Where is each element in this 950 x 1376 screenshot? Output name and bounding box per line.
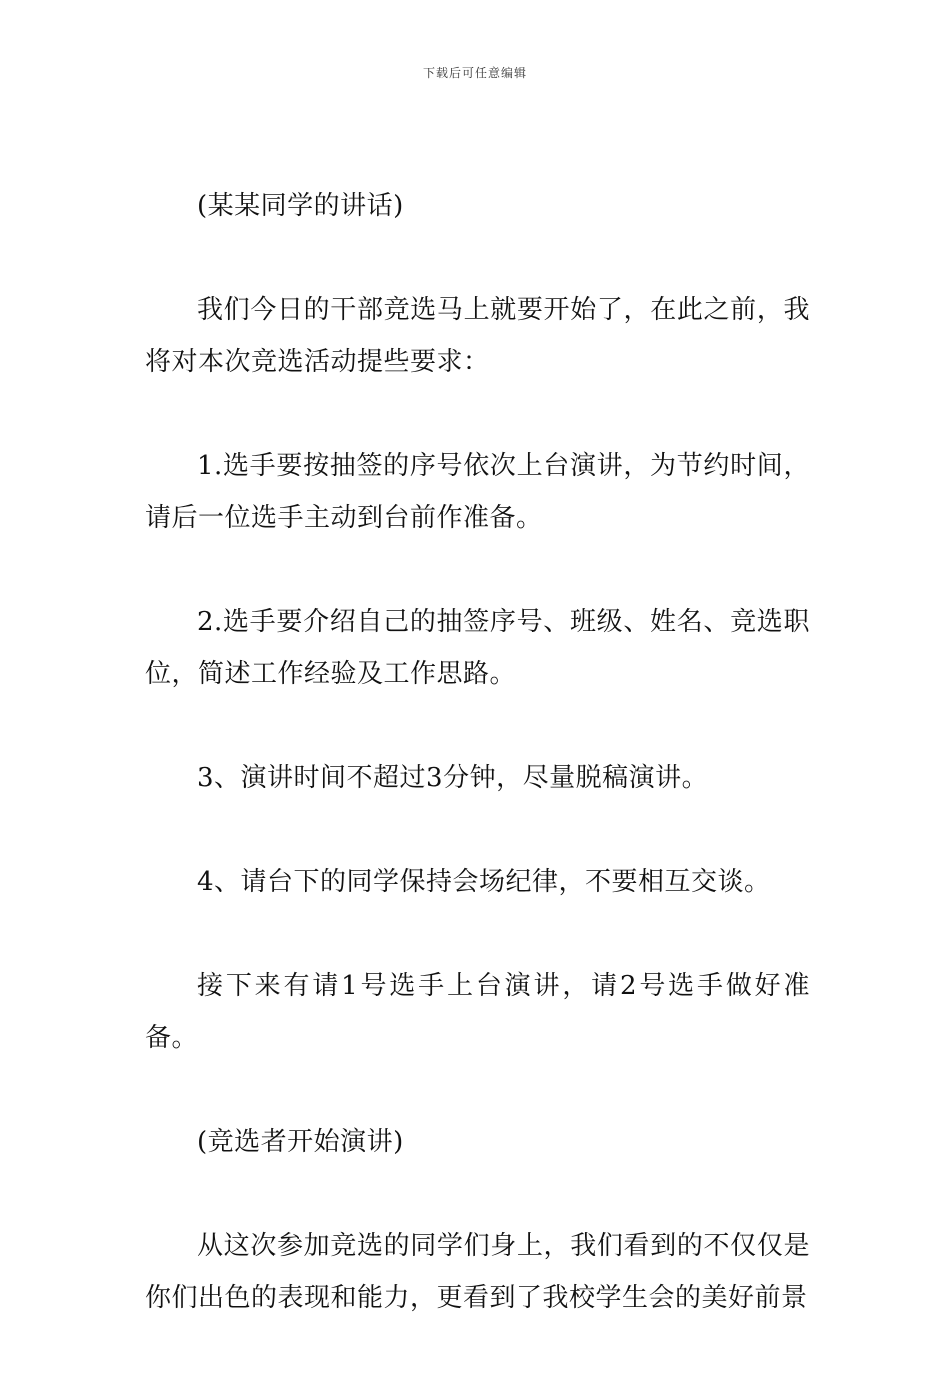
paragraph-rule-1: 1.选手要按抽签的序号依次上台演讲，为节约时间，请后一位选手主动到台前作准备。 bbox=[145, 451, 810, 533]
paragraph-speech-note: (竞选者开始演讲) bbox=[197, 1127, 404, 1157]
paragraph-rule-2: 2.选手要介绍自己的抽签序号、班级、姓名、竞选职位，简述工作经验及工作思路。 bbox=[145, 607, 810, 689]
paragraph-next-speaker: 接下来有请1号选手上台演讲，请2号选手做好准备。 bbox=[145, 971, 810, 1053]
document-body bbox=[145, 180, 810, 1376]
paragraph-intro: 我们今日的干部竞选马上就要开始了，在此之前，我将对本次竞选活动提些要求： bbox=[145, 295, 810, 377]
paragraph-rule-3: 3、演讲时间不超过3分钟，尽量脱稿演讲。 bbox=[197, 763, 709, 793]
paragraph-speaker-note: (某某同学的讲话) bbox=[197, 191, 404, 221]
paragraph-rule-4: 4、请台下的同学保持会场纪律，不要相互交谈。 bbox=[197, 867, 771, 897]
page-header-note: 下载后可任意编辑 bbox=[422, 66, 527, 80]
paragraph-closing: 从这次参加竞选的同学们身上，我们看到的不仅仅是你们出色的表现和能力，更看到了我校学生会的美好前景 bbox=[145, 1231, 810, 1313]
